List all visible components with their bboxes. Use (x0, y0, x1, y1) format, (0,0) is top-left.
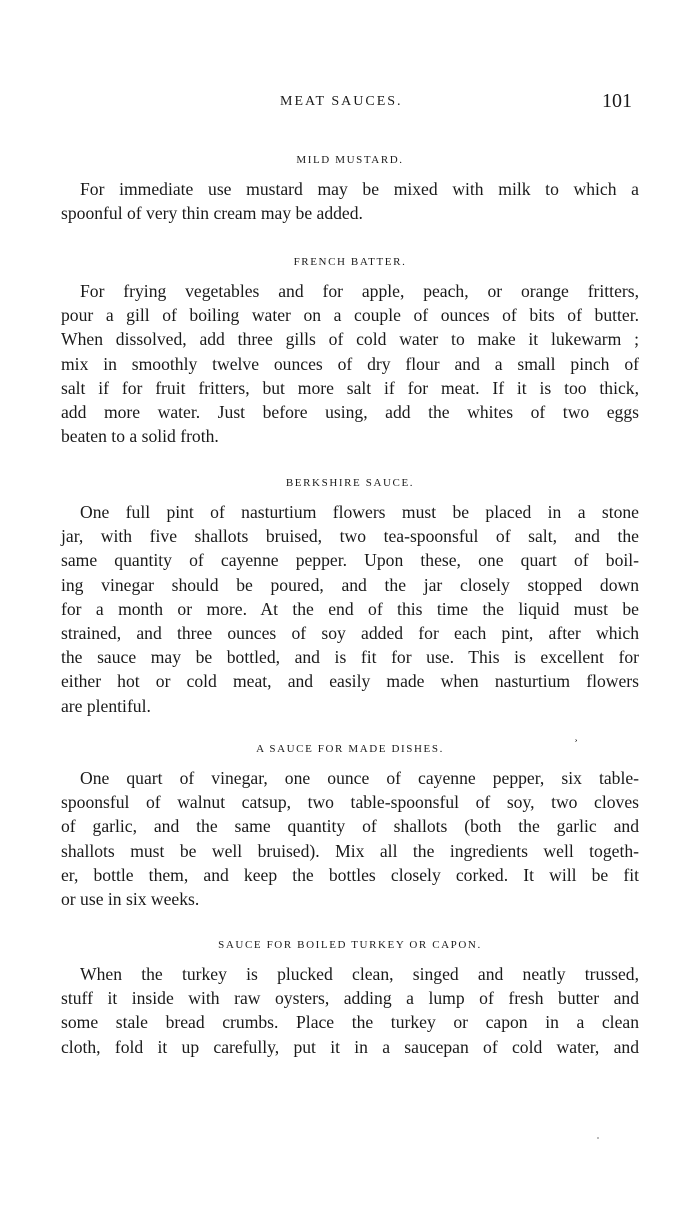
text-line: salt if for fruit fritters, but more salt if for meat. If it is too thick, (61, 377, 639, 398)
text-line: beaten to a solid froth. (61, 426, 219, 447)
section-heading: BERKSHIRE SAUCE. (285, 477, 415, 489)
section-made-dishes (0, 741, 700, 911)
section-berkshire-sauce (0, 475, 700, 718)
section-french-batter (0, 254, 700, 448)
section-mild-mustard (0, 152, 700, 225)
text-line: either hot or cold meat, and easily made when nasturtium flowers (61, 671, 639, 692)
text-line: For immediate use mustard may be mixed with milk to which a (80, 179, 639, 199)
text-line: add more water. Just before using, add the whites of two eggs (61, 401, 639, 422)
text-line: spoonful of very thin cream may be added. (61, 203, 363, 224)
page-number: 101 (602, 90, 632, 112)
section-boiled-turkey (0, 937, 700, 1059)
text-line: er, bottle them, and keep the bottles closely corked. It will be fit (61, 864, 639, 885)
text-line: the sauce may be bottled, and is fit for use. This is excellent for (61, 647, 639, 668)
text-line: One quart of vinegar, one ounce of cayenne pepper, six table- (80, 768, 639, 788)
text-line: are plentiful. (61, 695, 151, 716)
text-line: same quantity of cayenne pepper. Upon these, one quart of boil- (61, 550, 639, 571)
text-line: jar, with five shallots bruised, two tea-spoonsful of salt, and the (61, 526, 639, 547)
text-line: One full pint of nasturtium flowers must be placed in a stone (80, 502, 639, 522)
running-title: MEAT SAUCES. (280, 94, 403, 109)
text-line: spoonsful of walnut catsup, two table-spoonsful of soy, two cloves (61, 792, 639, 813)
text-line: shallots must be well bruised). Mix all the ingredients well togeth- (61, 840, 639, 861)
section-heading: FRENCH BATTER. (293, 256, 407, 268)
text-line: mix in smoothly twelve ounces of dry flour and a small pinch of (61, 353, 639, 374)
text-line: When the turkey is plucked clean, singed and neatly trussed, (80, 964, 639, 984)
text-line: When dissolved, add three gills of cold water to make it lukewarm ; (61, 329, 639, 350)
text-line: for a month or more. At the end of this time the liquid must be (61, 598, 639, 619)
text-line: stuff it inside with raw oysters, adding a lump of fresh butter and (61, 988, 639, 1009)
text-line: or use in six weeks. (61, 888, 200, 909)
section-heading: A SAUCE FOR MADE DISHES. (256, 743, 444, 755)
section-heading: MILD MUSTARD. (296, 154, 404, 166)
paper-speck (597, 1137, 599, 1139)
text-line: ing vinegar should be poured, and the jar closely stopped down (61, 574, 639, 595)
text-line: For frying vegetables and for apple, peach, or orange fritters, (80, 281, 639, 301)
text-line: pour a gill of boiling water on a couple of ounces of bits of butter. (61, 305, 639, 326)
text-line: cloth, fold it up carefully, put it in a saucepan of cold water, and (61, 1036, 639, 1057)
text-line: of garlic, and the same quantity of shallots (both the garlic and (61, 816, 639, 837)
running-head (0, 90, 700, 120)
text-line: strained, and three ounces of soy added for each pint, after which (61, 622, 639, 643)
section-heading: SAUCE FOR BOILED TURKEY OR CAPON. (218, 939, 482, 951)
text-line: some stale bread crumbs. Place the turkey or capon in a clean (61, 1012, 639, 1033)
